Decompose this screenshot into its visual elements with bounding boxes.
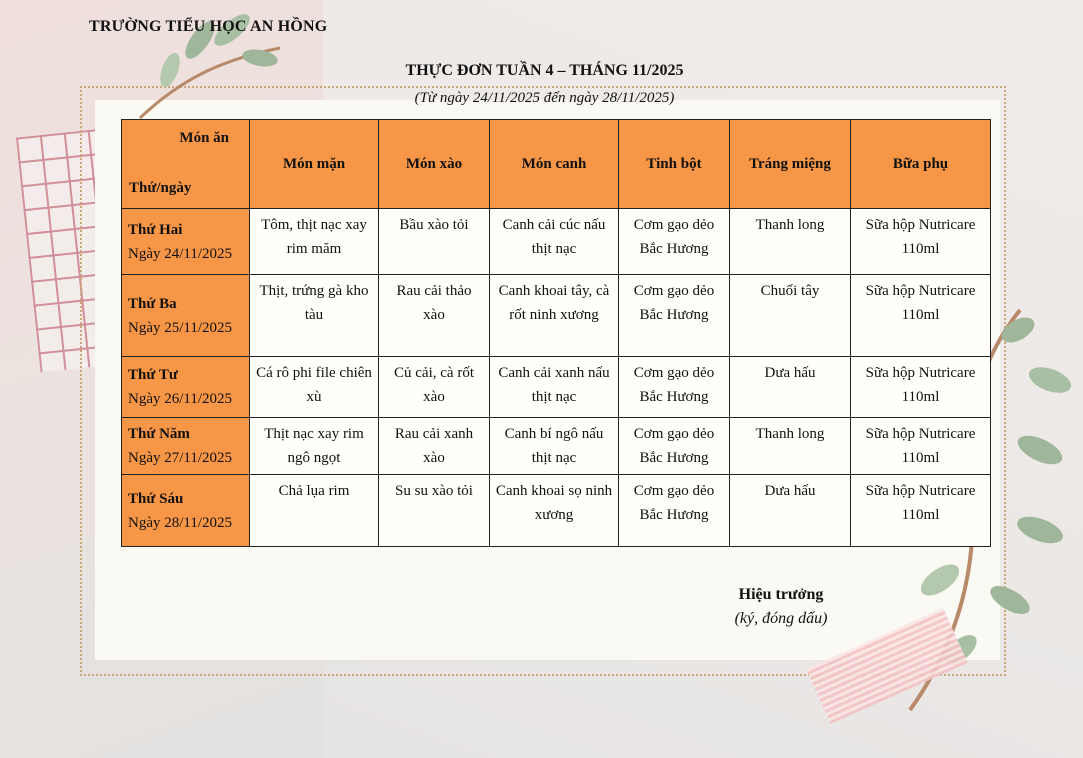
day-cell: [122, 209, 250, 275]
table-row: [122, 275, 991, 357]
table-row: [122, 475, 991, 547]
day-date: Ngày 24/11/2025: [128, 245, 233, 262]
table-cell: Thanh long: [730, 209, 851, 275]
table-cell: Bầu xào tỏi: [379, 209, 490, 275]
table-cell: Chuối tây: [730, 275, 851, 357]
table-cell: Chả lụa rim: [250, 475, 379, 547]
table-cell: Canh cải xanh nấu thịt nạc: [490, 357, 619, 418]
table-cell: Cơm gạo dẻo Bắc Hương: [619, 357, 730, 418]
table-cell: Sữa hộp Nutricare 110ml: [851, 275, 991, 357]
table-header-row: [122, 120, 991, 209]
table-cell: Cơm gạo dẻo Bắc Hương: [619, 275, 730, 357]
table-cell: Thịt nạc xay rim ngô ngọt: [250, 418, 379, 475]
signature-note: (ký, đóng dấu): [734, 610, 828, 627]
day-name: Thứ Sáu: [128, 490, 184, 507]
day-date: Ngày 28/11/2025: [128, 514, 233, 531]
table-cell: Canh khoai tây, cà rốt ninh xương: [490, 275, 619, 357]
header-main-dish: Món mặn: [250, 120, 379, 209]
day-date: Ngày 27/11/2025: [128, 450, 233, 466]
table-cell: Rau cải thảo xào: [379, 275, 490, 357]
day-date: Ngày 26/11/2025: [128, 391, 233, 407]
table-cell: Rau cải xanh xào: [379, 418, 490, 475]
table-cell: Dưa hấu: [730, 357, 851, 418]
table-cell: Canh cải cúc nấu thịt nạc: [490, 209, 619, 275]
table-cell: Cơm gạo dẻo Bắc Hương: [619, 418, 730, 475]
signature-block: [700, 584, 862, 632]
table-row: [122, 357, 991, 418]
page-title: THỰC ĐƠN TUẦN 4 – THÁNG 11/2025: [405, 62, 684, 79]
day-cell: [122, 357, 250, 418]
header-dessert: Tráng miệng: [730, 120, 851, 209]
table-cell: Canh khoai sọ ninh xương: [490, 475, 619, 547]
day-cell: [122, 475, 250, 547]
table-cell: Dưa hấu: [730, 475, 851, 547]
corner-cell: [122, 120, 250, 209]
table-cell: Cơm gạo dẻo Bắc Hương: [619, 475, 730, 547]
table-cell: Thanh long: [730, 418, 851, 475]
table-cell: Su su xào tỏi: [379, 475, 490, 547]
table-cell: Cơm gạo dẻo Bắc Hương: [619, 209, 730, 275]
table-cell: Củ cải, cà rốt xào: [379, 357, 490, 418]
table-row: [122, 209, 991, 275]
table-cell: Sữa hộp Nutricare 110ml: [851, 209, 991, 275]
day-name: Thứ Tư: [128, 367, 178, 383]
menu-table: [121, 119, 991, 547]
table-cell: Cá rô phi file chiên xù: [250, 357, 379, 418]
signature-role: Hiệu trưởng: [738, 586, 824, 603]
day-name: Thứ Năm: [128, 426, 190, 442]
table-cell: Canh bí ngô nấu thịt nạc: [490, 418, 619, 475]
day-cell: [122, 275, 250, 357]
corner-label-dishes: Món ăn: [179, 130, 229, 146]
table-cell: Sữa hộp Nutricare 110ml: [851, 357, 991, 418]
day-cell: [122, 418, 250, 475]
day-name: Thứ Ba: [128, 295, 177, 312]
table-row: [122, 418, 991, 475]
table-cell: Thịt, trứng gà kho tàu: [250, 275, 379, 357]
header-snack: Bữa phụ: [851, 120, 991, 209]
table-cell: Sữa hộp Nutricare 110ml: [851, 418, 991, 475]
header-soup: Món canh: [490, 120, 619, 209]
corner-label-day: Thứ/ngày: [129, 180, 192, 196]
school-name: TRƯỜNG TIỂU HỌC AN HỒNG: [89, 18, 328, 35]
table-cell: Tôm, thịt nạc xay rim măm: [250, 209, 379, 275]
table-cell: Sữa hộp Nutricare 110ml: [851, 475, 991, 547]
header-stir-fry: Món xào: [379, 120, 490, 209]
day-name: Thứ Hai: [128, 221, 183, 238]
page-subtitle: (Từ ngày 24/11/2025 đến ngày 28/11/2025): [414, 90, 675, 106]
day-date: Ngày 25/11/2025: [128, 319, 233, 336]
header-starch: Tinh bột: [619, 120, 730, 209]
